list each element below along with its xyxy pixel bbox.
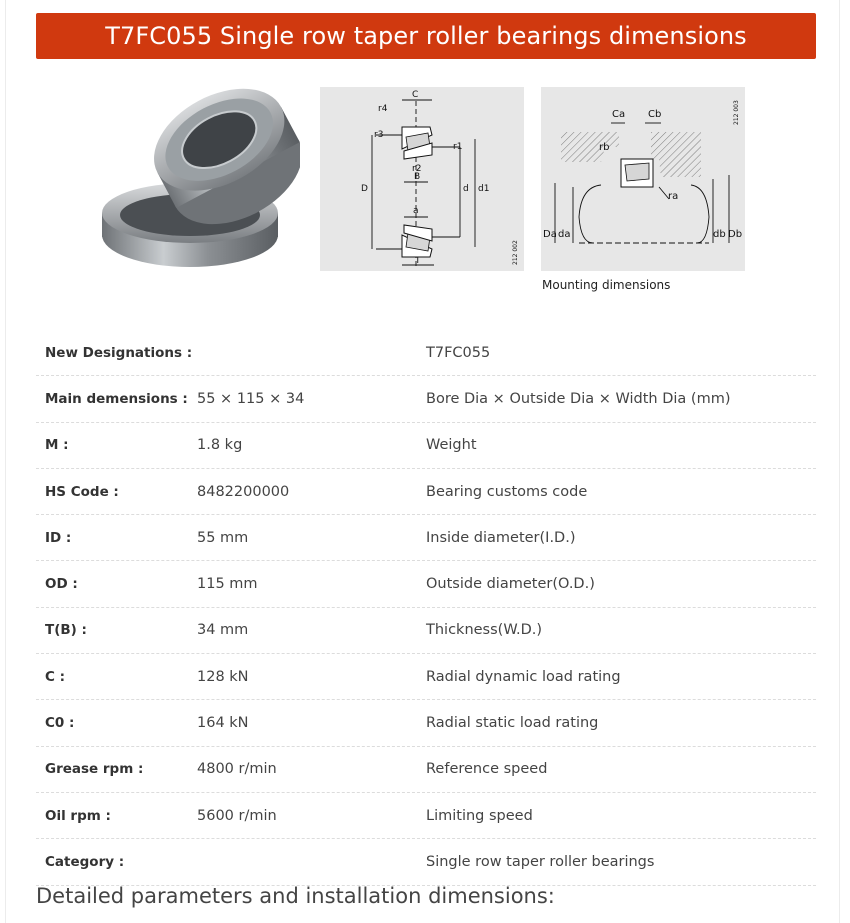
bearing-section-drawing bbox=[320, 87, 524, 271]
spec-label: HS Code : bbox=[45, 483, 119, 500]
lower-section bbox=[402, 225, 432, 257]
spec-value: 4800 r/min bbox=[197, 761, 277, 778]
spec-label: Oil rpm : bbox=[45, 807, 111, 824]
label-T: T bbox=[415, 256, 421, 266]
spec-row bbox=[36, 561, 816, 607]
section-heading: Detailed parameters and installation dimensions: bbox=[36, 884, 555, 908]
spec-row bbox=[36, 654, 816, 700]
label-d: d bbox=[463, 184, 469, 194]
label-db: db bbox=[713, 229, 726, 240]
spec-description: Radial static load rating bbox=[426, 715, 599, 732]
spec-value: 55 mm bbox=[197, 529, 249, 546]
label-r2: r2 bbox=[412, 164, 422, 174]
spec-value: 164 kN bbox=[197, 715, 249, 732]
spec-row bbox=[36, 700, 816, 746]
spec-description: Reference speed bbox=[426, 761, 548, 778]
spec-description: Inside diameter(I.D.) bbox=[426, 529, 576, 546]
spec-description: Thickness(W.D.) bbox=[426, 622, 543, 639]
spec-row bbox=[36, 747, 816, 793]
label-C: C bbox=[412, 90, 419, 100]
spec-description: Bore Dia × Outside Dia × Width Dia (mm) bbox=[426, 390, 731, 407]
spec-value: 1.8 kg bbox=[197, 437, 243, 454]
label-r3: r3 bbox=[374, 130, 384, 140]
housing-profile bbox=[579, 185, 601, 243]
label-B: B bbox=[414, 172, 421, 182]
label-Da: Da bbox=[543, 229, 557, 240]
spec-value: 115 mm bbox=[197, 576, 258, 593]
label-ra: ra bbox=[668, 191, 679, 202]
spec-row bbox=[36, 793, 816, 839]
label-r4: r4 bbox=[378, 104, 388, 114]
label-a: a bbox=[413, 206, 419, 216]
spec-row bbox=[36, 423, 816, 469]
spec-description: Radial dynamic load rating bbox=[426, 668, 621, 685]
spec-label: Category : bbox=[45, 853, 125, 870]
page-title bbox=[36, 13, 816, 59]
shaft-profile bbox=[691, 185, 709, 243]
spec-row bbox=[36, 469, 816, 515]
spec-row bbox=[36, 515, 816, 561]
label-D: D bbox=[361, 184, 368, 194]
label-Cb: Cb bbox=[648, 109, 662, 120]
mounting-caption: Mounting dimensions bbox=[542, 278, 671, 292]
label-r1: r1 bbox=[453, 142, 463, 152]
drawing-code: 212 002 bbox=[512, 240, 519, 265]
spec-row bbox=[36, 330, 816, 376]
spec-label: T(B) : bbox=[45, 622, 87, 639]
label-rb: rb bbox=[599, 142, 610, 153]
spec-value: 5600 r/min bbox=[197, 807, 277, 824]
label-Db: Db bbox=[728, 229, 743, 240]
label-da: da bbox=[558, 229, 571, 240]
bearing-photo bbox=[100, 85, 300, 285]
spec-description: Limiting speed bbox=[426, 807, 533, 824]
spec-value: 8482200000 bbox=[197, 483, 290, 500]
mounting-drawing-code: 212 003 bbox=[733, 100, 740, 125]
page-title-text: T7FC055 Single row taper roller bearings dimensions bbox=[105, 22, 747, 50]
spec-label: Main demensions : bbox=[45, 390, 188, 407]
mounting-dimensions-drawing bbox=[541, 87, 745, 271]
spec-label: C : bbox=[45, 668, 66, 685]
spec-row bbox=[36, 608, 816, 654]
spec-description: Single row taper roller bearings bbox=[426, 853, 655, 870]
spec-value: 34 mm bbox=[197, 622, 249, 639]
housing-hatch bbox=[561, 132, 619, 162]
spec-label: Grease rpm : bbox=[45, 761, 144, 778]
spec-label: M : bbox=[45, 437, 69, 454]
spec-row bbox=[36, 376, 816, 422]
label-d1: d1 bbox=[478, 184, 490, 194]
mounted-roller bbox=[625, 163, 649, 181]
spec-description: Bearing customs code bbox=[426, 483, 588, 500]
spec-row bbox=[36, 839, 816, 885]
spec-label: ID : bbox=[45, 529, 72, 546]
label-Ca: Ca bbox=[612, 109, 626, 120]
spec-value: 128 kN bbox=[197, 668, 249, 685]
spec-value: 55 × 115 × 34 bbox=[197, 390, 305, 407]
specs-table bbox=[36, 330, 816, 886]
spec-description: Weight bbox=[426, 437, 477, 454]
spec-label: OD : bbox=[45, 576, 78, 593]
figures-area bbox=[0, 75, 850, 305]
upper-section bbox=[402, 127, 432, 159]
spec-description: Outside diameter(O.D.) bbox=[426, 576, 595, 593]
spec-label: New Designations : bbox=[45, 344, 193, 361]
spec-label: C0 : bbox=[45, 715, 75, 732]
spec-description: T7FC055 bbox=[426, 344, 491, 361]
shaft-hatch bbox=[651, 132, 701, 177]
